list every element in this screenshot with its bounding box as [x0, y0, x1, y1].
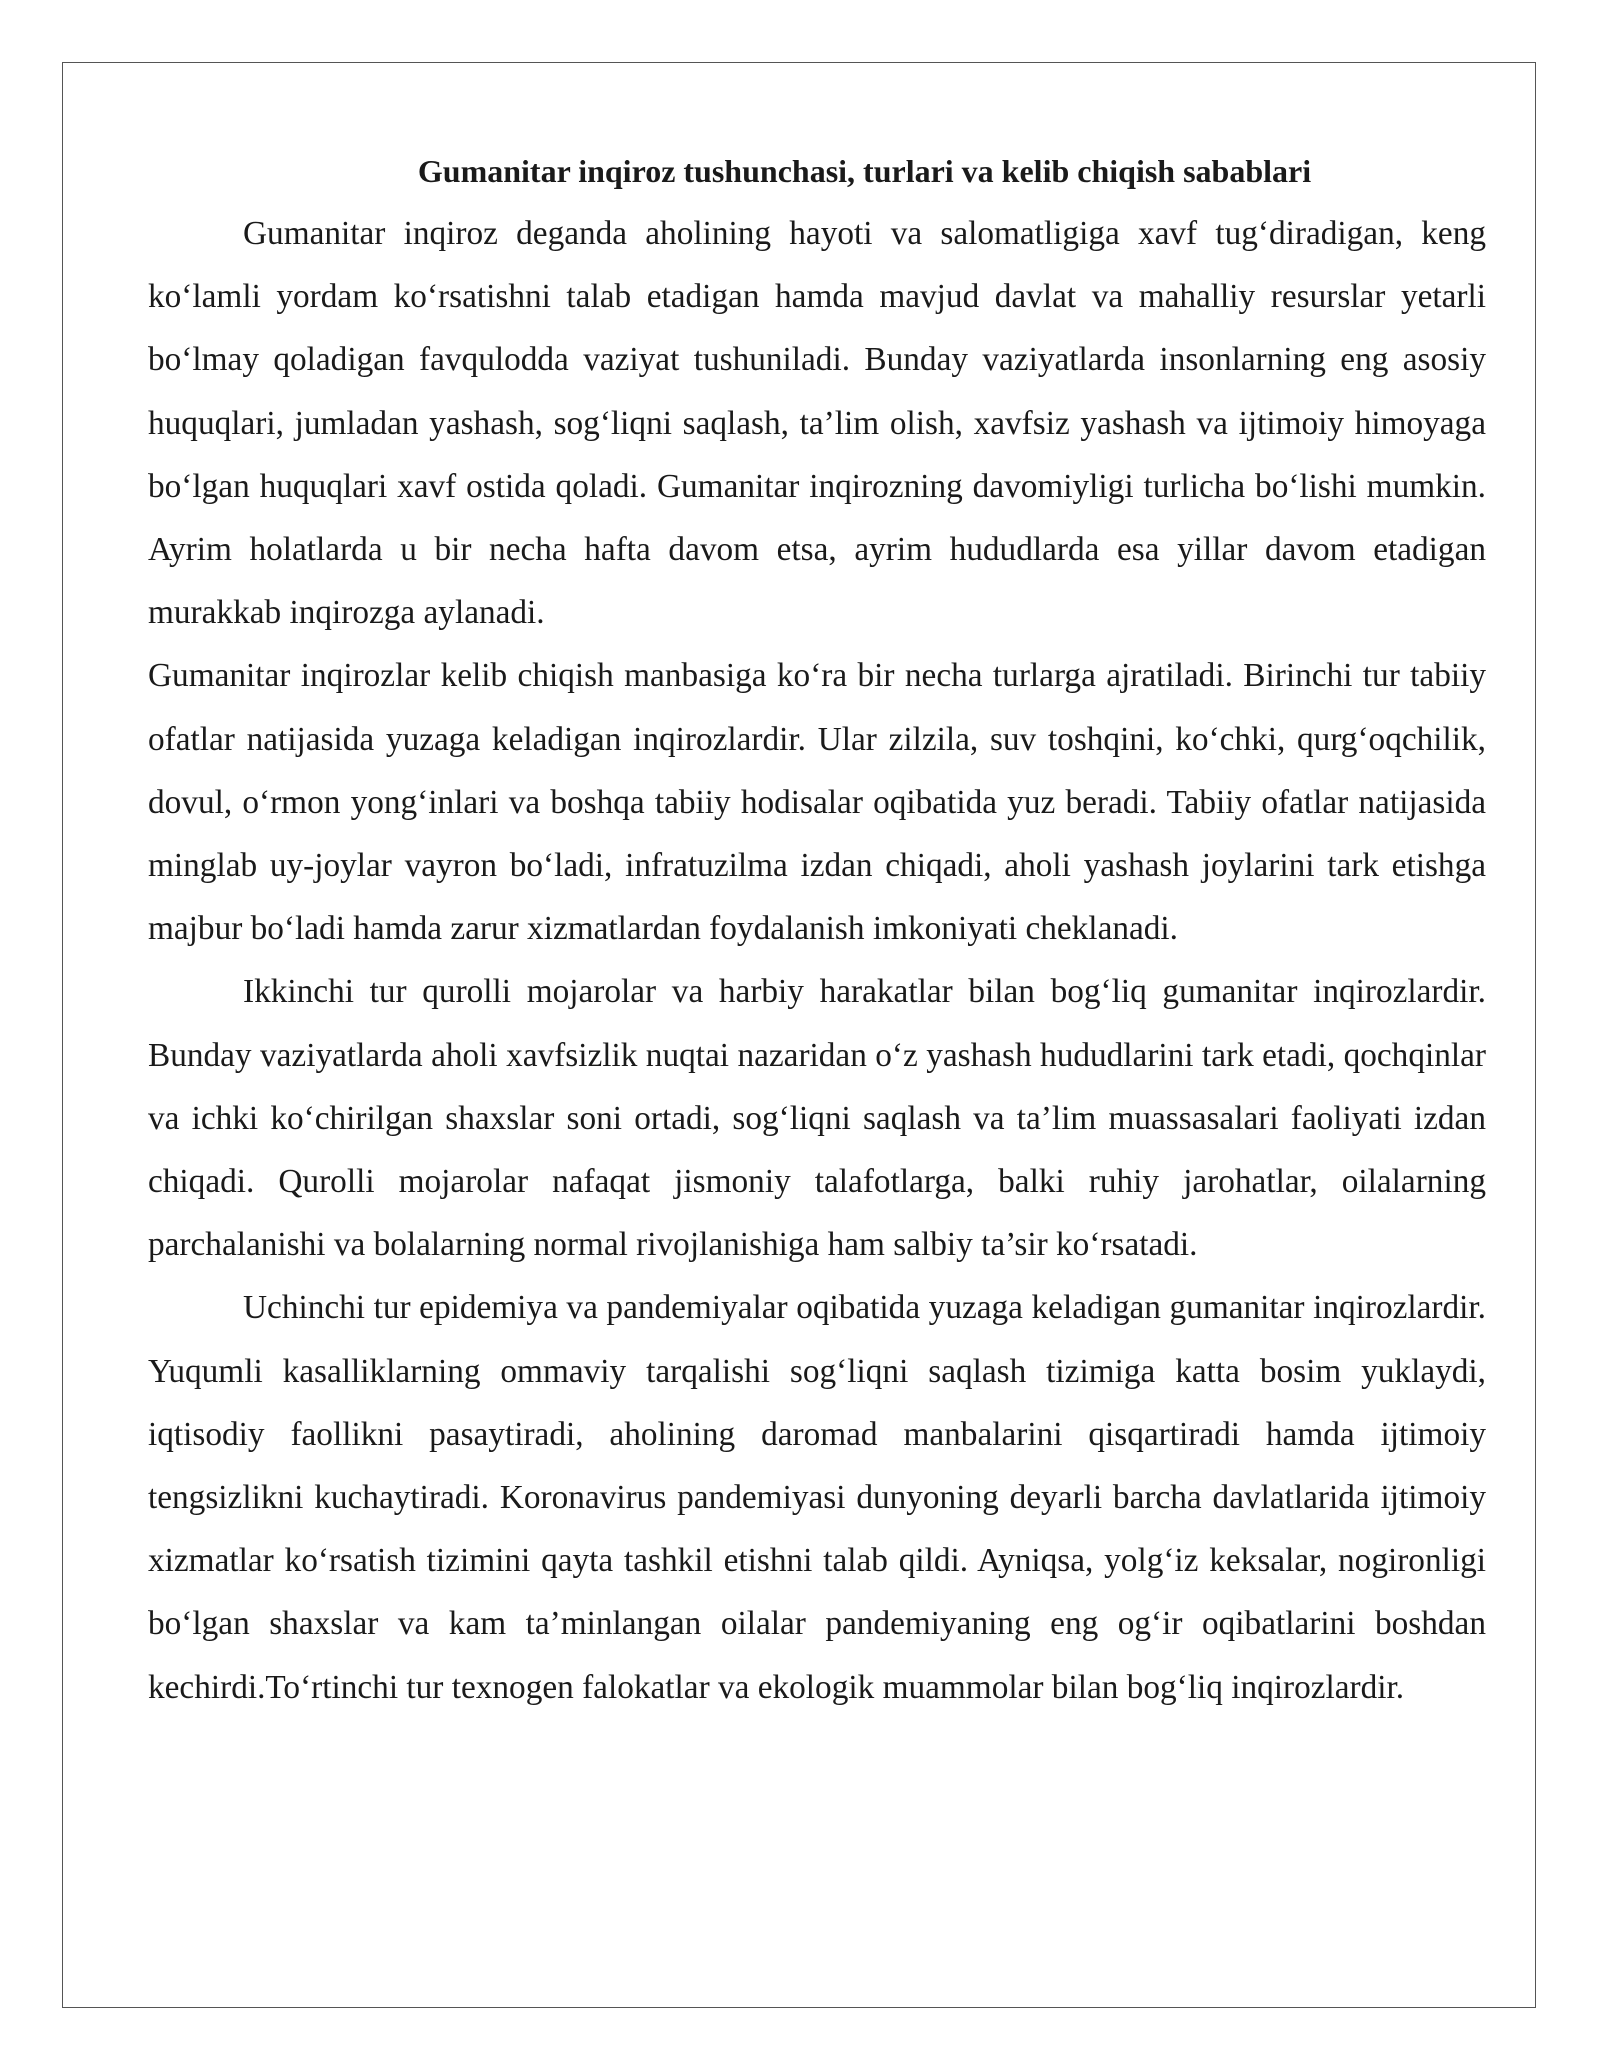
paragraph-armed-conflicts: Ikkinchi tur qurolli mojarolar va harbiy harakatlar bilan bog‘liq gumanitar inqirozlardir. Bunday vaziyatlarda aholi xavfsizlik nuqtai nazaridan o‘z yashash hududlarini tark etadi, qochqinlar va ichki ko‘chirilgan shaxslar soni ortadi, sog‘liqni saqlash va ta’lim muassasalari faoliyati izdan chiqadi. Qurolli mojarolar nafaqat jismoniy talafotlarga, balki ruhiy jarohatlar, oilalarning parchalanishi va bolalarning normal rivojlanishiga ham salbiy ta’sir ko‘rsatadi.: [148, 973, 1486, 1264]
paragraph-natural-disasters: Gumanitar inqirozlar kelib chiqish manbasiga ko‘ra bir necha turlarga ajratiladi. Birinchi tur tabiiy ofatlar natijasida yuzaga keladigan inqirozlardir. Ular zilzila, suv toshqini, ko‘chki, qurg‘oqchilik, dovul, o‘rmon yong‘inlari va boshqa tabiiy hodisalar oqibatida yuz beradi. Tabiiy ofatlar natijasida minglab uy-joylar vayron bo‘ladi, infratuzilma izdan chiqadi, aholi yashash joylarini tark etishga majbur bo‘ladi hamda zarur xizmatlardan foydalanish imkoniyati cheklanadi.: [148, 657, 1486, 948]
document-body: [148, 202, 1486, 1719]
paragraph-epidemics: Uchinchi tur epidemiya va pandemiyalar oqibatida yuzaga keladigan gumanitar inqirozlardir. Yuqumli kasalliklarning ommaviy tarqalishi sog‘liqni saqlash tizimiga katta bosim yuklaydi, iqtisodiy faollikni pasaytiradi, aholining daromad manbalarini qisqartiradi hamda ijtimoiy tengsizlikni kuchaytiradi. Koronavirus pandemiyasi dunyoning deyarli barcha davlatlarida ijtimoiy xizmatlar ko‘rsatish tizimini qayta tashkil etishni talab qildi. Ayniqsa, yolg‘iz keksalar, nogironligi bo‘lgan shaxslar va kam ta’minlangan oilalar pandemiyaning eng og‘ir oqibatlarini boshdan kechirdi.To‘rtinchi tur texnogen falokatlar va ekologik muammolar bilan bog‘liq inqirozlardir.: [148, 1289, 1486, 1706]
document-title: Gumanitar inqiroz tushunchasi, turlari va kelib chiqish sabablari: [417, 153, 1312, 189]
paragraph-definition: Gumanitar inqiroz deganda aholining hayoti va salomatligiga xavf tug‘diradigan, keng ko‘lamli yordam ko‘rsatishni talab etadigan hamda mavjud davlat va mahalliy resurslar yetarli bo‘lmay qoladigan favqulodda vaziyat tushuniladi. Bunday vaziyatlarda insonlarning eng asosiy huquqlari, jumladan yashash, sog‘liqni saqlash, ta’lim olish, xavfsiz yashash va ijtimoiy himoyaga bo‘lgan huquqlari xavf ostida qoladi. Gumanitar inqirozning davomiyligi turlicha bo‘lishi mumkin. Ayrim holatlarda u bir necha hafta davom etsa, ayrim hududlarda esa yillar davom etadigan murakkab inqirozga aylanadi.: [148, 215, 1486, 632]
